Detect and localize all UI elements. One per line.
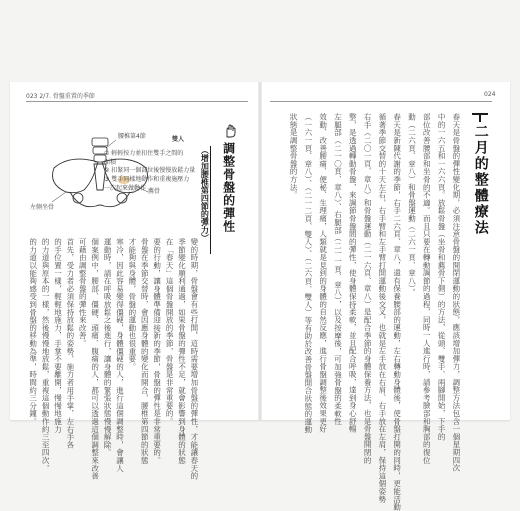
label-pair-exercise: 雙人 xyxy=(172,136,185,143)
text-column: 左腿部（二一〇頁、章八）、右腿部（二一一頁、章八），以及按摩後，可加強骨盤的柔軟性 xyxy=(333,113,343,426)
left-page-header: 023 2/7. 骨盤重置的季節 xyxy=(26,93,95,100)
text-column: 的力道與原本的一樣，然後慢慢地放鬆，重複這個動作約三至四次， xyxy=(41,238,51,472)
book-gutter xyxy=(258,82,262,420)
right-page-number: 024 xyxy=(484,91,496,98)
hand-icon xyxy=(223,124,237,138)
caption-line: ① 輕輕按力並扣住雙手之間的 xyxy=(104,150,184,157)
text-column: 在「春天」這個骨盤開放的季節，骨盤是非常重要的。 xyxy=(165,238,175,426)
text-column: 的力道以能夠感受到骨盤的移動為準，時間約三分鐘。 xyxy=(28,238,38,426)
caption-line: ② 扣緊同一個部位後慢慢放鬆力量 xyxy=(104,167,196,175)
text-column: 中的一六五和一六六頁。放鬆骨盤（坐骨和薦骨下側）的方法，從頭、雙手、兩腳開始，下手的 xyxy=(437,113,447,441)
label-lumbar-4: 腰椎第4節 xyxy=(118,133,146,140)
text-column: 動（二六頁、章八）和骨盤運動（二六一頁、章八）。 xyxy=(407,113,417,297)
caption-line: ③ 雙手同樣地動作和重複施壓力 xyxy=(104,176,190,184)
subtitle-rule xyxy=(210,146,211,254)
text-column: 右手（二〇一頁、章八）和骨盤運動（二一六頁、章八）是配合季節的身體保養方法，也是骨盤開閉的 xyxy=(363,113,373,464)
page-title: 二月的整體療法 xyxy=(472,124,489,236)
text-column: 循著季節交替的十天左右，右手臂和左手臂打開運動後交叉，也就是左手放在右肩、右手放在左肩，保持這個姿勢 xyxy=(377,113,387,503)
illustration-caption xyxy=(104,150,195,193)
caption-line: 面積 xyxy=(104,158,117,166)
label-left-ischium: 左側坐骨 xyxy=(30,204,55,211)
text-column: 才能夠與身體，骨盤的運動也很重要。 xyxy=(127,238,137,371)
section-title: 調整骨盤的彈性 xyxy=(221,142,236,233)
text-column: 變的時期，骨盤會有些打開，這時需要增加骨盤的彈性，才能讓春天的 xyxy=(189,238,199,480)
caption-line: 一次起來做動作 xyxy=(104,184,147,192)
text-column: 部位改善腰部和坐骨的不適。而且只要在轉動調節的過程，同時一人進行時，請參考臉部和胸部的復位 xyxy=(422,113,432,464)
text-column: （一六一頁、章八）、（二一二頁、雙人）、（二六頁、雙人）等有助於改善骨盤開合狀態的運動 xyxy=(303,113,313,434)
text-column: 首先，受力者必須保持放鬆的姿勢，施力者用手掌，左右手各 xyxy=(65,238,75,449)
text-column: 的手位置一樣，輕輕地施力，手掌不要離開，慢慢地施力 xyxy=(53,238,63,433)
text-column: 整，是透過轉動骨盤，來調節骨盤間的彈性，使身體保持柔軟，並且配合呼吸，達到身心舒暢 xyxy=(348,113,358,433)
text-column: 寒冷，因此容易變得僵硬，身體僵硬的人，進行這個調整時，會讓人 xyxy=(115,238,125,472)
section-subtitle: （增加腰椎第四節的彈力） xyxy=(200,146,210,242)
text-column: 效動、改善腰痛、便秘、生理痛，人類就是見到的身體的自然反應，進行骨盤調整後效果更好 xyxy=(318,113,328,433)
right-header-rule xyxy=(270,101,492,102)
text-column: 春天是骨盤的彈性變化期，必須注意骨盤的開閉運動的狀態，應該增加彈力，調整方法包含一個星期四次 xyxy=(451,113,461,472)
text-column: 狀態是調整骨盤的方法。 xyxy=(289,113,299,199)
text-column: 季節變化順利通過，如果骨盤的彈性不足，就會影響到身體的狀態 xyxy=(177,238,187,465)
text-column: 春天是新陳代謝的季節，右手二六頁、章八，還有保養腰部的運動，左右轉動身體後，使骨盤打開的同時，更能活動 xyxy=(392,113,402,511)
text-column: 骨盤在季節交替時，會因應身體的變化而開合，腰椎第四節的狀態 xyxy=(140,238,150,465)
left-header-rule xyxy=(26,101,248,102)
text-column: 個案例中，腰部、僵硬、頭痛、腹痛的人，都可以透過這個調整來改善 xyxy=(90,238,100,480)
text-column: 要的行動，讓身體準備迎接新的季節，骨盤的彈性是非常重要的。 xyxy=(152,238,162,465)
label-sacrum: 薦骨 xyxy=(148,188,161,195)
text-column: 可藉由調整骨盤的彈性來改善。 xyxy=(78,238,88,348)
text-column: 運動時，請在呼吸放鬆之後進行，讓身體的緊張狀態慢慢解除。 xyxy=(103,238,113,457)
